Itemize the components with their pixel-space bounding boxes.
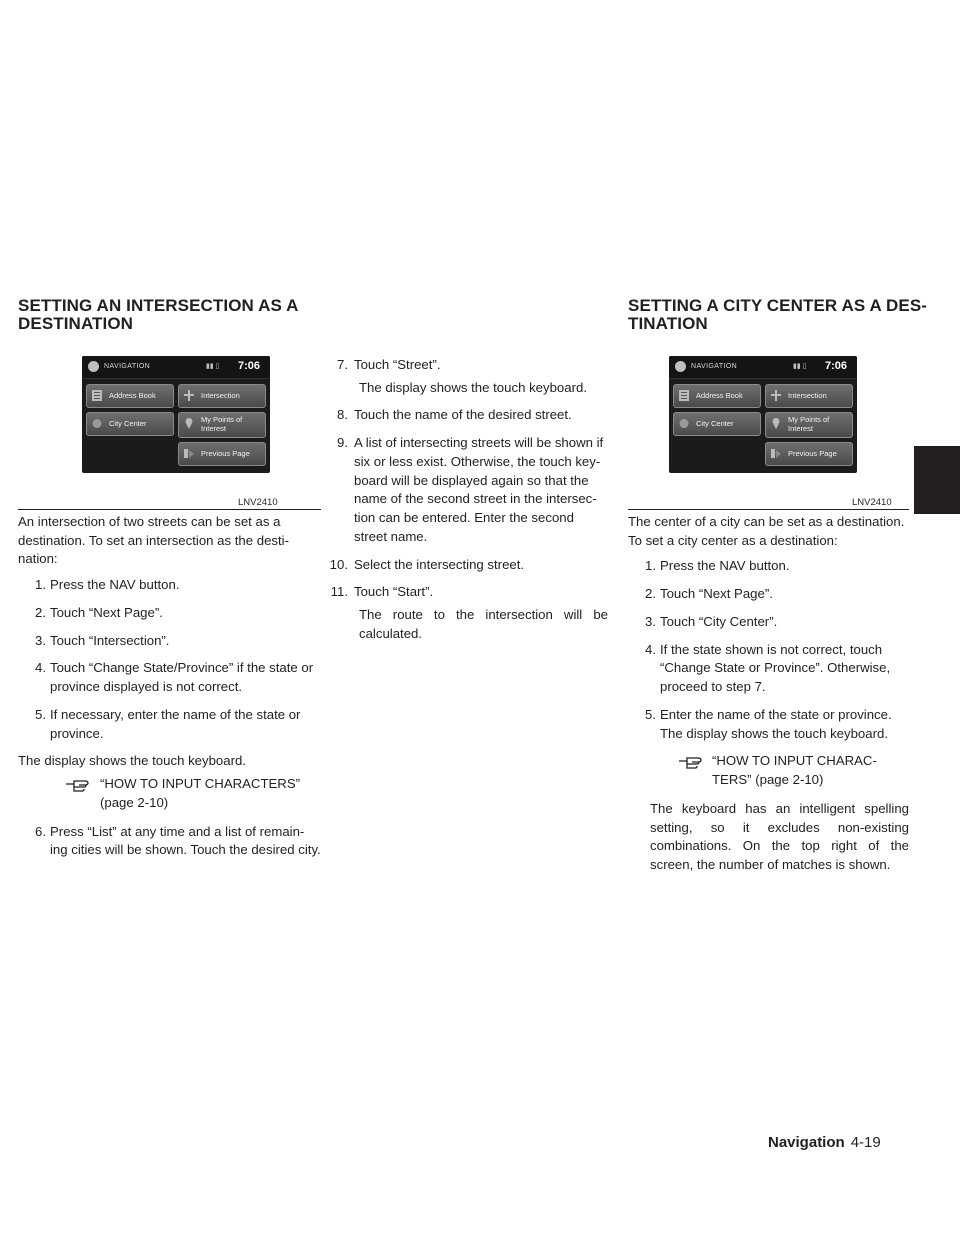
pointing-hand-icon <box>678 752 704 770</box>
right-step <box>628 641 909 697</box>
city-center-icon <box>92 418 102 429</box>
step-number: 11. <box>330 584 348 600</box>
city-center-icon <box>679 418 689 429</box>
right-step <box>628 706 909 743</box>
step-number: 3. <box>35 632 46 648</box>
step-text: Press “List” at any time and a list of remain-ing cities will be shown. Touch the desired city. <box>50 823 321 858</box>
step-number: 1. <box>645 558 656 574</box>
step-text: Press the NAV button. <box>660 558 790 574</box>
right-figure-caption: LNV2410 <box>852 497 892 508</box>
intersection-icon <box>771 390 781 401</box>
step-text: If necessary, enter the name of the state or province. <box>50 706 301 741</box>
middle-step <box>318 356 608 375</box>
step-number: 1. <box>35 577 46 593</box>
intersection-button <box>178 384 266 408</box>
previous-page-button <box>178 442 266 466</box>
chapter-tab <box>914 446 960 514</box>
address-book-button <box>86 384 174 408</box>
step-number: 7. <box>337 357 348 372</box>
step-number: 5. <box>35 706 46 722</box>
step-number: 3. <box>645 613 656 629</box>
page-footer <box>768 1132 881 1153</box>
step-text: Touch “Change State/Province” if the state or province displayed is not correct. <box>50 660 314 695</box>
previous-page-icon <box>184 448 194 459</box>
step-text: A list of intersecting streets will be shown if six or less exist. Otherwise, the touch key-board will be displayed again so that the name of the second street in the intersec-tion can be entered. Enter the second street name. <box>354 435 604 544</box>
signal-icon: ▮▮ ▯ <box>206 363 220 370</box>
left-figure-caption: LNV2410 <box>238 497 278 508</box>
signal-icon: ▮▮ ▯ <box>793 363 807 370</box>
address-book-label: Address Book <box>696 391 743 400</box>
left-section-heading: SETTING AN INTERSECTION AS A DESTINATION <box>18 296 299 333</box>
city-center-button <box>86 412 174 436</box>
left-cross-reference <box>18 775 321 812</box>
step-number: 4. <box>645 641 656 657</box>
intersection-icon <box>184 390 194 401</box>
nav-screenshot-left <box>82 356 270 473</box>
step-number: 5. <box>645 706 656 722</box>
address-book-icon <box>92 390 102 401</box>
city-center-button <box>673 412 761 436</box>
step-number: 6. <box>35 823 46 839</box>
city-center-label: City Center <box>696 419 734 428</box>
intersection-label: Intersection <box>788 391 827 400</box>
nissan-logo-icon <box>88 361 99 372</box>
footer-section-name: Navigation <box>768 1134 845 1151</box>
poi-pin-icon <box>184 418 194 429</box>
step-number: 9. <box>337 435 348 451</box>
middle-step <box>318 434 608 546</box>
step-text: Touch “Next Page”. <box>660 586 773 602</box>
step-subtext: The display shows the touch keyboard. <box>359 379 587 395</box>
screen-status-bar <box>82 356 270 379</box>
right-section-heading: SETTING A CITY CENTER AS A DES- TINATION <box>628 296 928 333</box>
step-number: 4. <box>35 660 46 676</box>
right-caption-rule <box>628 509 909 510</box>
address-book-icon <box>679 390 689 401</box>
screen-title: NAVIGATION <box>104 363 151 370</box>
step-text: Touch “Start”. <box>354 584 434 600</box>
left-step <box>18 823 321 860</box>
screen-clock: 7:06 <box>238 360 261 372</box>
middle-column <box>318 356 608 651</box>
footer-page-number: 4-19 <box>850 1134 881 1151</box>
step-number: 8. <box>337 407 348 423</box>
step-text: Press the NAV button. <box>50 577 180 593</box>
cross-reference-text: “HOW TO INPUT CHARAC-TERS” (page 2-10) <box>712 753 877 788</box>
previous-page-button <box>765 442 853 466</box>
left-step <box>18 659 321 696</box>
step-text: Select the intersecting street. <box>354 556 525 572</box>
points-of-interest-button <box>765 412 853 438</box>
left-step <box>18 706 321 743</box>
step-number: 2. <box>35 604 46 620</box>
right-column <box>628 513 909 882</box>
address-book-button <box>673 384 761 408</box>
intersection-label: Intersection <box>201 391 240 400</box>
points-of-interest-button <box>178 412 266 438</box>
middle-step <box>318 583 608 602</box>
middle-step <box>318 556 608 575</box>
right-step <box>628 557 909 576</box>
step-text: Touch “Next Page”. <box>50 604 163 620</box>
screen-status-bar <box>669 356 857 379</box>
screen-title: NAVIGATION <box>691 363 738 370</box>
left-step <box>18 632 321 651</box>
step-text: Enter the name of the state or province. The display shows the touch keyboard. <box>660 706 892 741</box>
step-text: If the state shown is not correct, touch “Change State or Province”. Otherwise, proceed to step 7. <box>660 641 891 695</box>
right-intro-paragraph: The center of a city can be set as a destination. To set a city center as a destination: <box>628 514 905 548</box>
left-caption-rule <box>18 509 321 510</box>
poi-label: My Points of Interest <box>788 415 830 433</box>
step-number: 2. <box>645 586 656 602</box>
city-center-label: City Center <box>109 419 147 428</box>
left-keyboard-note: The display shows the touch keyboard. <box>18 753 246 769</box>
right-step <box>628 585 909 604</box>
right-cross-reference <box>628 752 909 789</box>
left-intro-paragraph: An intersection of two streets can be set as a destination. To set an intersection as the desti-nation: <box>18 514 289 567</box>
poi-label: My Points of Interest <box>201 415 243 433</box>
step-subtext: The route to the intersection will be calculated. <box>359 607 608 641</box>
right-step <box>628 613 909 632</box>
left-step <box>18 576 321 595</box>
poi-pin-icon <box>771 418 781 429</box>
intersection-button <box>765 384 853 408</box>
middle-step <box>318 406 608 425</box>
previous-page-label: Previous Page <box>788 449 837 458</box>
step-number: 10. <box>329 556 348 572</box>
step-text: Touch “City Center”. <box>660 613 778 629</box>
left-column <box>18 513 321 869</box>
cross-reference-text: “HOW TO INPUT CHARACTERS” (page 2-10) <box>100 776 301 810</box>
screen-clock: 7:06 <box>825 360 848 372</box>
left-step <box>18 604 321 623</box>
step-text: Touch “Intersection”. <box>50 632 170 648</box>
previous-page-label: Previous Page <box>201 449 250 458</box>
address-book-label: Address Book <box>109 391 156 400</box>
nav-screenshot-right <box>669 356 857 473</box>
step-text: Touch the name of the desired street. <box>354 407 572 423</box>
step-text: Touch “Street”. <box>354 357 441 372</box>
previous-page-icon <box>771 448 781 459</box>
pointing-hand-icon <box>65 775 91 793</box>
right-keyboard-note: The keyboard has an intelligent spelling setting, so it excludes non-existing combinations. On the top right of the screen, the number of matches is shown. <box>650 800 909 873</box>
nissan-logo-icon <box>675 361 686 372</box>
